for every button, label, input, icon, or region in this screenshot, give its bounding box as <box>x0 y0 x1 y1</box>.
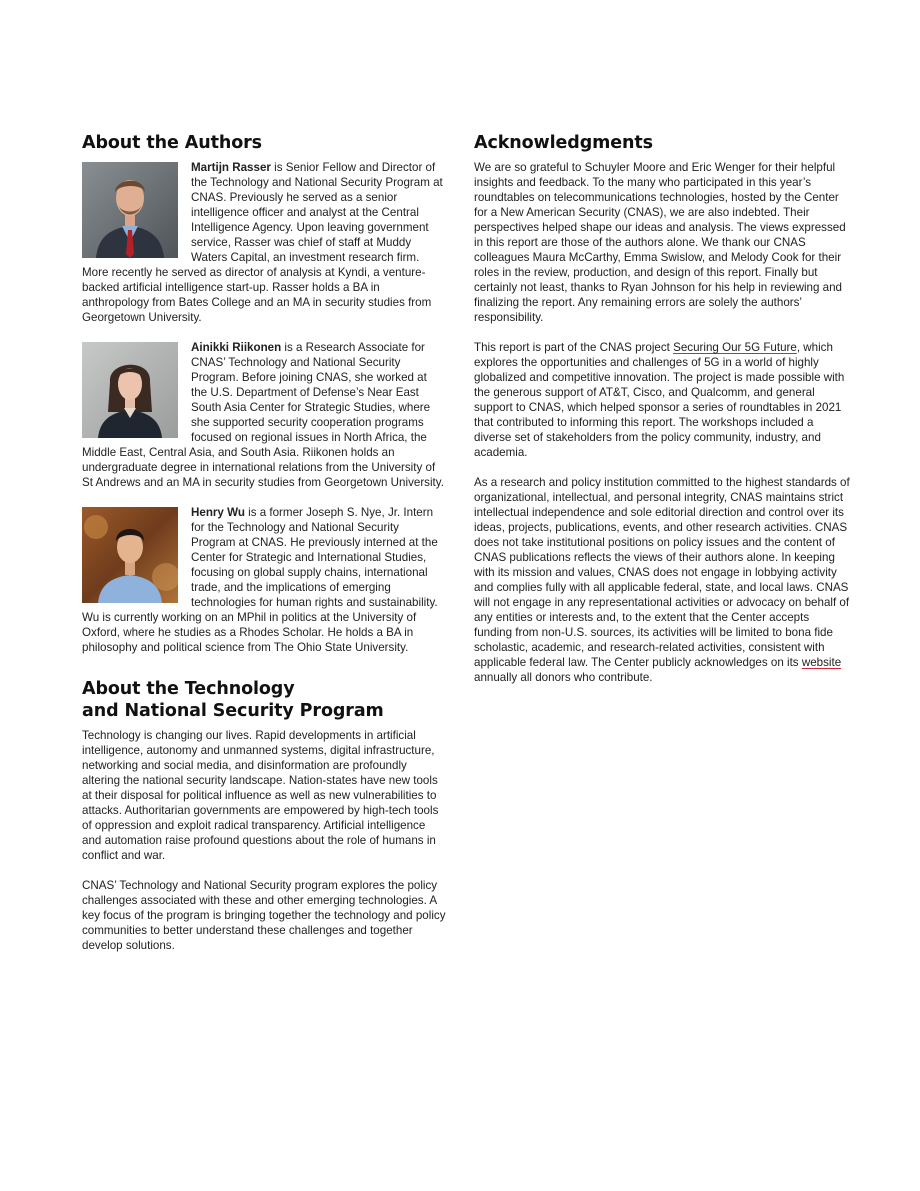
author-bio-text: is a Research Associate for CNAS’ Technology and National Security Program. Before joining CNAS, she worked at the U.S. Department of Defense’s Near East South Asia Center for Strategic Studies, where she supported security cooperation programs focused on regional issues in North Africa, the Middle East, Central Asia, and South Asia. Riikonen holds an undergraduate degree in international relations from the University of St Andrews and an MA in security studies from Georgetown University. <box>82 341 444 489</box>
portrait-photo-woman-blazer-icon <box>82 342 178 438</box>
program-section <box>82 678 446 953</box>
authors-heading: About the Authors <box>82 133 262 153</box>
right-column <box>474 132 850 700</box>
acknowledgments-project-paragraph <box>474 340 850 460</box>
portrait-photo-man-suit-icon <box>82 162 178 258</box>
left-column <box>82 132 446 968</box>
author-bio-text: is Senior Fellow and Director of the Technology and National Security Program at CNAS. Previously he served as a senior intelligence officer and analyst at the Central Intelligence Agency. Upon leaving government service, Rasser was chief of staff at Muddy Waters Capital, an investment research firm. More recently he served as director of analysis at Kyndi, a venture-backed artificial intelligence start-up. Rasser holds a BA in anthropology from Bates College and an MA in security studies from Georgetown University. <box>82 161 443 324</box>
author-name: Ainikki Riikonen <box>191 341 282 354</box>
author-bio-text: is a former Joseph S. Nye, Jr. Intern for the Technology and National Security Program at CNAS. He previously interned at the Center for Strategic and International Studies, focusing on global supply chains, international trade, and the implications of emerging technologies for human rights and sustainability. Wu is currently working on an MPhil in politics at the University of Oxford, where he studies as a Rhodes Scholar. He holds a BA in philosophy and political science from The Ohio State University. <box>82 506 438 654</box>
program-heading <box>82 678 446 722</box>
author-name: Martijn Rasser <box>191 161 271 174</box>
independence-text-after: annually all donors who contribute. <box>474 671 653 684</box>
program-heading-line2: and National Security Program <box>82 701 384 721</box>
project-link[interactable]: Securing Our 5G Future <box>673 341 797 354</box>
acknowledgments-paragraph: We are so grateful to Schuyler Moore and Eric Wenger for their helpful insights and feedback. To the many who participated in this year’s roundtables on telecommunications technologies, hosted by the Center for a New American Security (CNAS), we are also indebted. Their perspectives helped shape our ideas and analysis. The views expressed in this report are those of the authors alone. We thank our CNAS colleagues Maura McCarthy, Emma Swislow, and Melody Cook for their roles in the review, production, and design of this report. Finally but certainly not least, thanks to Ryan Johnson for his help in reviewing and finalizing the report. Any remaining errors are solely the authors’ responsibility. <box>474 161 846 324</box>
acknowledgments-independence-paragraph <box>474 475 850 685</box>
author-name: Henry Wu <box>191 506 245 519</box>
acknowledgments-heading: Acknowledgments <box>474 133 653 153</box>
portrait-photo-man-blue-shirt-icon <box>82 507 178 603</box>
program-paragraph: Technology is changing our lives. Rapid developments in artificial intelligence, autonomy and unmanned systems, digital infrastructure, networking and social media, and disinformation are profoundly altering the national security landscape. Nation-states have new tools at their disposal for political influence as well as new vulnerabilities to attacks. Authoritarian governments are empowered by high-tech tools of oppression and exploit radical transparency. Artificial intelligence and automation raise profound questions about the role of humans in conflict and war. <box>82 729 439 862</box>
program-heading-line1: About the Technology <box>82 679 295 699</box>
project-text-before: This report is part of the CNAS project <box>474 341 674 354</box>
website-link[interactable]: website <box>801 656 842 669</box>
project-text-after: , which explores the opportunities and challenges of 5G in a world of highly globalized and competitive innovation. The project is made possible with the generous support of AT&T, Cisco, and Qualcomm, and general support to CNAS, which helped sponsor a series of roundtables in 2021 that contributed to informing this report. The workshops included a diverse set of stakeholders from the policy community, industry, and academia. <box>474 341 845 459</box>
author-bio-wu <box>82 505 446 655</box>
independence-text-before: As a research and policy institution committed to the highest standards of organizational, intellectual, and personal integrity, CNAS maintains strict intellectual independence and sole editorial direction and control over its ideas, projects, publications, events, and other research activities. CNAS does not take institutional positions on policy issues and the content of CNAS publications reflects the views of their authors alone. In keeping with its mission and values, CNAS does not engage in lobbying activity and complies fully with all applicable federal, state, and local laws. CNAS will not engage in any representational activities or advocacy on behalf of any entities or interests and, to the extent that the Center accepts funding from non-U.S. sources, its activities will be limited to bona fide scholastic, academic, and research-related activities, consistent with applicable federal law. The Center publicly acknowledges on its <box>474 476 850 669</box>
author-bio-rasser <box>82 160 446 325</box>
program-paragraph: CNAS’ Technology and National Security program explores the policy challenges associated with these and other emerging technologies. A key focus of the program is bringing together the technology and policy communities to better understand these challenges and together develop solutions. <box>82 879 446 952</box>
author-bio-riikonen <box>82 340 446 490</box>
